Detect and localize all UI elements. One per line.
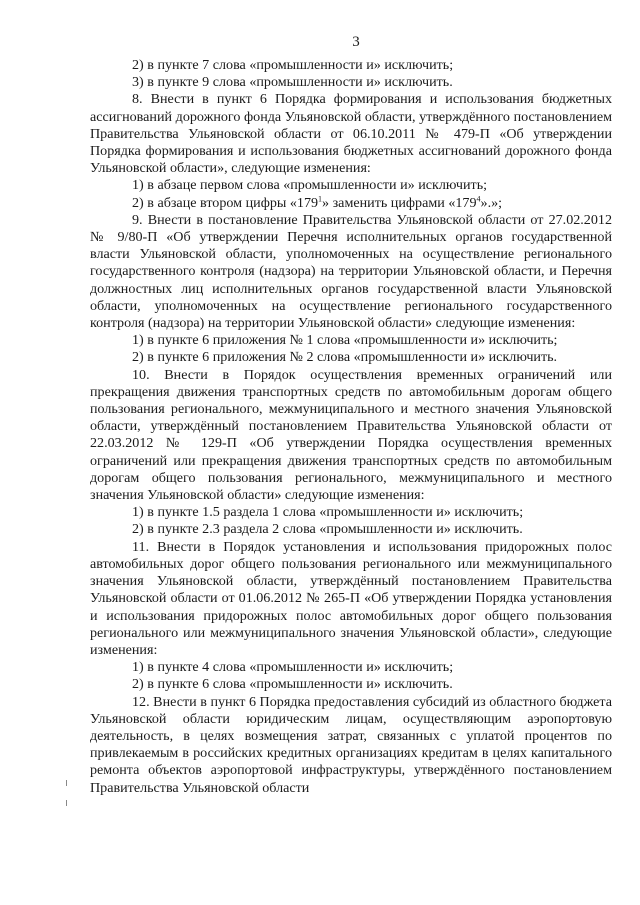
paragraph: 11. Внести в Порядок установления и использования придорожных полос автомобильных дорог общего пользования регионального или межмуниципального значения Ульяновской области, утверждённый постановлением Правительства Ульяновской области от 01.06.2012 № 265-П «Об утверждении Порядка установления и использования придорожных полос автомобильных дорог общего пользования регионального или межмуниципального значения Ульяновской области», следующие изменения: [90,538,612,658]
paragraph: 1) в пункте 1.5 раздела 1 слова «промышленности и» исключить; [132,504,524,521]
paragraph-text: ».»; [480,194,503,211]
paragraph: 3) в пункте 9 слова «промышленности и» исключить. [132,74,453,91]
paragraph: 10. Внести в Порядок осуществления временных ограничений или прекращения движения транспортных средств по автомобильным дорогам общего пользования регионального, межмуниципального и местного значения Ульяновской области, утверждённый постановлением Правительства Ульяновской области от 22.03.2012 № 129-П «Об утверждении Порядка осуществления временных ограничений или прекращения движения транспортных средств по автомобильным дорогам общего пользования регионального, межмуниципального и местного значения Ульяновской области» следующие изменения: [90,366,612,504]
superscript: 4 [476,193,481,203]
paragraph-text: 2) в абзаце втором цифры «179 [132,194,319,211]
page-number: 3 [352,34,360,50]
paragraph-figures-replacement [90,195,612,212]
paragraph: 8. Внести в пункт 6 Порядка формирования и использования бюджетных ассигнований дорожного фонда Ульяновской области, утверждённого постановлением Правительства Ульяновской области от 06.10.2011 № 479-П «Об утверждении Порядка формирования и использования бюджетных ассигнований дорожного фонда Ульяновской области», следующие изменения: [90,91,612,177]
paragraph: 2) в пункте 2.3 раздела 2 слова «промышленности и» исключить. [132,521,523,538]
paragraph: 9. Внести в постановление Правительства Ульяновской области от 27.02.2012 № 9/80-П «Об утверждении Перечня исполнительных органов государственной власти Ульяновской области, уполномоченных на осуществление регионального государственного контроля (надзора) на территории Ульяновской области, и Перечня должностных лиц исполнительных органов государственной власти Ульяновской области, уполномоченных на осуществление регионального государственного контроля (надзора) на территории Ульяновской области» следующие изменения: [90,211,612,332]
scan-margin-mark [66,780,67,786]
paragraph-text: » заменить цифрами «179 [322,194,477,211]
superscript: 1 [318,193,323,203]
paragraph: 2) в пункте 6 приложения № 2 слова «промышленности и» исключить. [132,349,558,366]
paragraph: 2) в пункте 6 слова «промышленности и» исключить. [132,676,453,693]
paragraph: 1) в абзаце первом слова «промышленности и» исключить; [132,177,488,194]
paragraph: 1) в пункте 4 слова «промышленности и» исключить; [132,659,454,676]
paragraph: 1) в пункте 6 приложения № 1 слова «промышленности и» исключить; [132,332,558,349]
paragraph: 12. Внести в пункт 6 Порядка предоставления субсидий из областного бюджета Ульяновской области юридическим лицам, осуществляющим аэропортовую деятельность, в целях возмещения затрат, связанных с уплатой процентов по привлекаемым в российских кредитных организациях кредитам в целях капитального ремонта объектов аэропортовой инфраструктуры, утверждённого постановлением Правительства Ульяновской области [90,693,612,796]
scan-margin-mark [66,800,67,806]
paragraph: 2) в пункте 7 слова «промышленности и» исключить; [132,57,454,73]
